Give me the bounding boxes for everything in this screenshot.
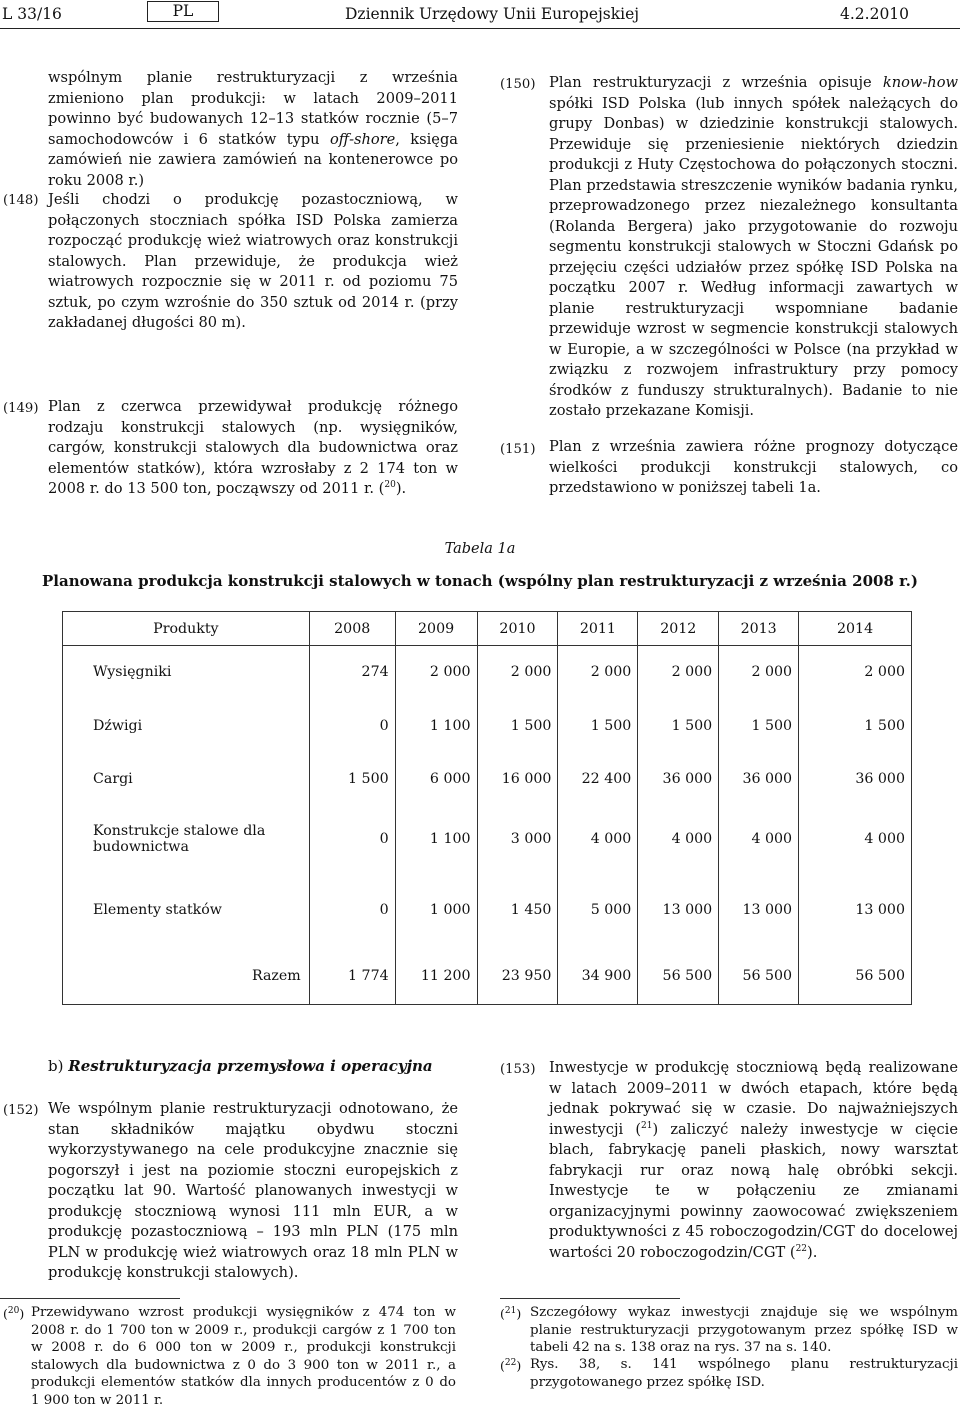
table-cell: 36 000 [638,753,719,806]
paragraph-148: Jeśli chodzi o produkcję pozastoczniową, w połączonych stoczniach spółka ISD Polska zamierza rozpocząć produkcję wież wiatrowych oraz konstrukcji stalowych. Plan przewiduje, że produkcja wież wiatrowych rozpocznie się w 2011 r. od poziomu 75 sztuk, po czym wzrośnie do 350 sztuk od 2014 r. (przy zakładanej długości 80 m). [48,191,458,331]
intro-text-1: wspólnym planie restrukturyzacji z września zmieniono plan produkcji: w latach 2009–2011 powinno być budowanych 12–13 statków rocznie (5–7 samochodowców i 6 statków typu [48,69,458,148]
table-cell: 1 500 [477,699,558,753]
table-cell: 13 000 [799,872,912,948]
footnote-divider-left [0,1298,180,1299]
offshore-term: off-shore [329,130,396,148]
publication-date: 4.2.2010 [840,5,910,23]
row-label: Elementy statków [63,872,310,948]
table-row [63,753,912,806]
footnote-marker-21: ($^{21}$) [500,1305,522,1321]
page-header [0,0,960,28]
footnote-20: Przewidywano wzrost produkcji wysięgników z 474 ton w 2008 r. do 1 700 ton w 2009 r., produkcji cargów z 1 700 ton w 2008 r. do 6 000 ton w 2009 r., produkcji konstrukcji stalowych dla budownictwa z 0 do 3 900 ton w 2011 r., a produkcji elementów statków dla innych producentów z 0 do 1 900 ton w 2011 r. [31,1305,456,1408]
table-cell: 16 000 [477,753,558,806]
table-cell: 274 [309,646,395,699]
table-cell: 2 000 [395,646,477,699]
intro-text-2: , księga zamówień nie zawiera zamówień na kontenerowce po roku 2008 r.) [48,130,458,189]
footnote-number: 22 [504,1357,517,1368]
table-cell: 2 000 [719,646,799,699]
footnote-marker-20: ($^{20}$) [3,1305,25,1321]
footnote-ref-22: 22 [795,1243,808,1254]
table-row [63,646,912,699]
footnote-number: 21 [504,1305,517,1316]
row-label: Wysięgniki [63,646,310,699]
footnote-ref-20: 20 [384,480,396,491]
table-cell: 13 000 [719,872,799,948]
table-cell: 11 200 [395,948,477,1005]
paragraph-153-end: ). [807,1243,818,1261]
paragraph-number-153: (153) [500,1062,536,1077]
table-cell: 56 500 [719,948,799,1005]
table-cell: 23 950 [477,948,558,1005]
table-title: Planowana produkcja konstrukcji stalowych w tonach (wspólny plan restrukturyzacji z września 2008 r.) [42,572,918,590]
paragraph-149-end: ). [395,480,407,497]
row-label: Konstrukcje stalowe dla budownictwa [63,806,310,872]
table-cell: 56 500 [638,948,719,1005]
table-cell: 1 500 [719,699,799,753]
table-caption: Tabela 1a [444,541,516,557]
production-table [62,611,912,1005]
row-label: Razem [63,948,310,1005]
table-cell: 1 100 [395,806,477,872]
table-cell: 36 000 [799,753,912,806]
table-cell: 2 000 [638,646,719,699]
table-row-total [63,948,912,1005]
paragraph-number-151: (151) [500,442,536,457]
paragraph-150-text-a: Plan restrukturyzacji z września opisuje [549,74,883,91]
paragraph-number-152: (152) [3,1103,39,1118]
paragraph-153-text-b: ) zaliczyć należy inwestycje w cięcie blach, fabrykację paneli płaskich, nowy warsztat fabrykacji rur oraz nową halę obróbki sekcji. Inwestycje te w połączeniu ze zmianami organizacyjnymi powinny zaowocować zwiększeniem produktywności z 45 roboczogodzin/CGT do docelowej wartości 20 roboczogodzin/CGT ( [549,1120,958,1261]
table-cell: 22 400 [558,753,638,806]
paragraph-150-text-b: spółki ISD Polska (lub innych spółek należących do grupy Donbas) w dziedzinie konstrukcji stalowych. Przewiduje się przeniesienie niektórych dziedzin produkcji z Huty Częstochowa do połączonych stoczni. Plan przedstawia streszczenie wyników badania rynku, przeprowadzonego przez niezależnego konsultanta (Rolanda Bergera) jako przygotowanie do rozwoju segmentu konstrukcji stalowych w Stoczni Gdańsk po przejęciu części udziałów przez spółkę ISD Polska na początku 2007 r. Według informacji zawartych w planie restrukturyzacji wspomniane badanie przewiduje wzrost w segmencie konstrukcji stalowych w Europie, a w szczególności w Polsce (na przykład w związku z rozwojem infrastruktury przy pomocy środków z funduszy strukturalnych). Badanie to nie zostało przekazane Komisji. [549,94,958,419]
knowhow-term: know-how [882,74,958,91]
header-cell: 2011 [558,612,638,646]
footnote-marker-22: ($^{22}$) [500,1357,522,1373]
intro-paragraph [48,68,458,191]
table-cell: 2 000 [799,646,912,699]
header-cell: 2010 [477,612,558,646]
journal-title: Dziennik Urzędowy Unii Europejskiej [345,5,640,23]
table-cell: 0 [309,699,395,753]
table-row [63,872,912,948]
paragraph-149-text: Plan z czerwca przewidywał produkcję różnego rodzaju konstrukcji stalowych (np. wysięgników, cargów, konstrukcji stalowych dla budownictwa oraz elementów statków), która wzrosłaby z 2 174 ton w 2008 r. do 13 500 ton, począwszy od 2011 r. ( [48,398,458,497]
table-row [63,699,912,753]
table-cell: 4 000 [638,806,719,872]
footnote-21: Szczegółowy wykaz inwestycji znajduje się we wspólnym planie restrukturyzacji przygotowanym przez spółkę ISD w tabeli 42 na s. 138 oraz na rys. 37 na s. 140. [530,1305,958,1355]
table-cell: 2 000 [558,646,638,699]
row-label: Cargi [63,753,310,806]
table-cell: 13 000 [638,872,719,948]
header-cell: 2013 [719,612,799,646]
table-cell: 4 000 [719,806,799,872]
table-cell: 3 000 [477,806,558,872]
footnote-ref-21: 21 [641,1120,653,1131]
table-cell: 5 000 [558,872,638,948]
language-badge: PL [147,1,219,22]
paragraph-153 [549,1058,958,1263]
table-cell: 0 [309,806,395,872]
section-heading [48,1057,468,1075]
row-label: Dźwigi [63,699,310,753]
paragraph-151: Plan z września zawiera różne prognozy dotyczące wielkości produkcji konstrukcji stalowych, co przedstawiono w poniższej tabeli 1a. [549,438,958,496]
table-cell: 1 500 [309,753,395,806]
page-number: L 33/16 [2,5,62,23]
paragraph-number-150: (150) [500,77,536,92]
table-cell: 1 100 [395,699,477,753]
section-letter: b) [48,1057,64,1075]
table-cell: 1 500 [799,699,912,753]
header-cell: 2012 [638,612,719,646]
table-cell: 2 000 [477,646,558,699]
table-cell: 1 500 [558,699,638,753]
table-cell: 1 500 [638,699,719,753]
footnote-22: Rys. 38, s. 141 wspólnego planu restrukturyzacji przygotowanego przez spółkę ISD. [530,1357,958,1390]
table-row [63,806,912,872]
table-cell: 1 000 [395,872,477,948]
header-cell: 2014 [799,612,912,646]
table-cell: 56 500 [799,948,912,1005]
table-cell: 1 450 [477,872,558,948]
footnote-divider-right [500,1298,680,1299]
header-divider [0,28,960,29]
table-cell: 36 000 [719,753,799,806]
paragraph-149 [48,397,458,500]
section-title: Restrukturyzacja przemysłowa i operacyjna [68,1057,433,1075]
header-cell: 2008 [309,612,395,646]
paragraph-number-149: (149) [3,401,39,416]
table-cell: 34 900 [558,948,638,1005]
table-cell: 1 774 [309,948,395,1005]
paragraph-153-text-a: Inwestycje w produkcję stoczniową będą realizowane w latach 2009–2011 w dwóch etapach, które będą jednak pokrywać się w czasie. Do najważniejszych inwestycji ( [549,1059,958,1138]
table-cell: 0 [309,872,395,948]
table-cell: 4 000 [558,806,638,872]
header-cell: Produkty [63,612,310,646]
table-cell: 4 000 [799,806,912,872]
paragraph-number-148: (148) [3,193,39,208]
paragraph-150 [549,73,958,422]
table-cell: 6 000 [395,753,477,806]
paragraph-152: We wspólnym planie restrukturyzacji odnotowano, że stan składników majątku obydwu stoczni wykorzystywanego na cele produkcyjne znacznie się pogorszył i jest na poziomie stoczni europejskich z początku lat 90. Wartość planowanych inwestycji w produkcję stoczniową wynosi 111 mln EUR, a w produkcję pozastoczniową – 193 mln PLN (175 mln PLN w produkcję wież wiatrowych oraz 18 mln PLN w produkcję konstrukcji stalowych). [48,1100,458,1281]
footnote-number: 20 [7,1305,20,1316]
table-header-row [63,612,912,646]
header-cell: 2009 [395,612,477,646]
